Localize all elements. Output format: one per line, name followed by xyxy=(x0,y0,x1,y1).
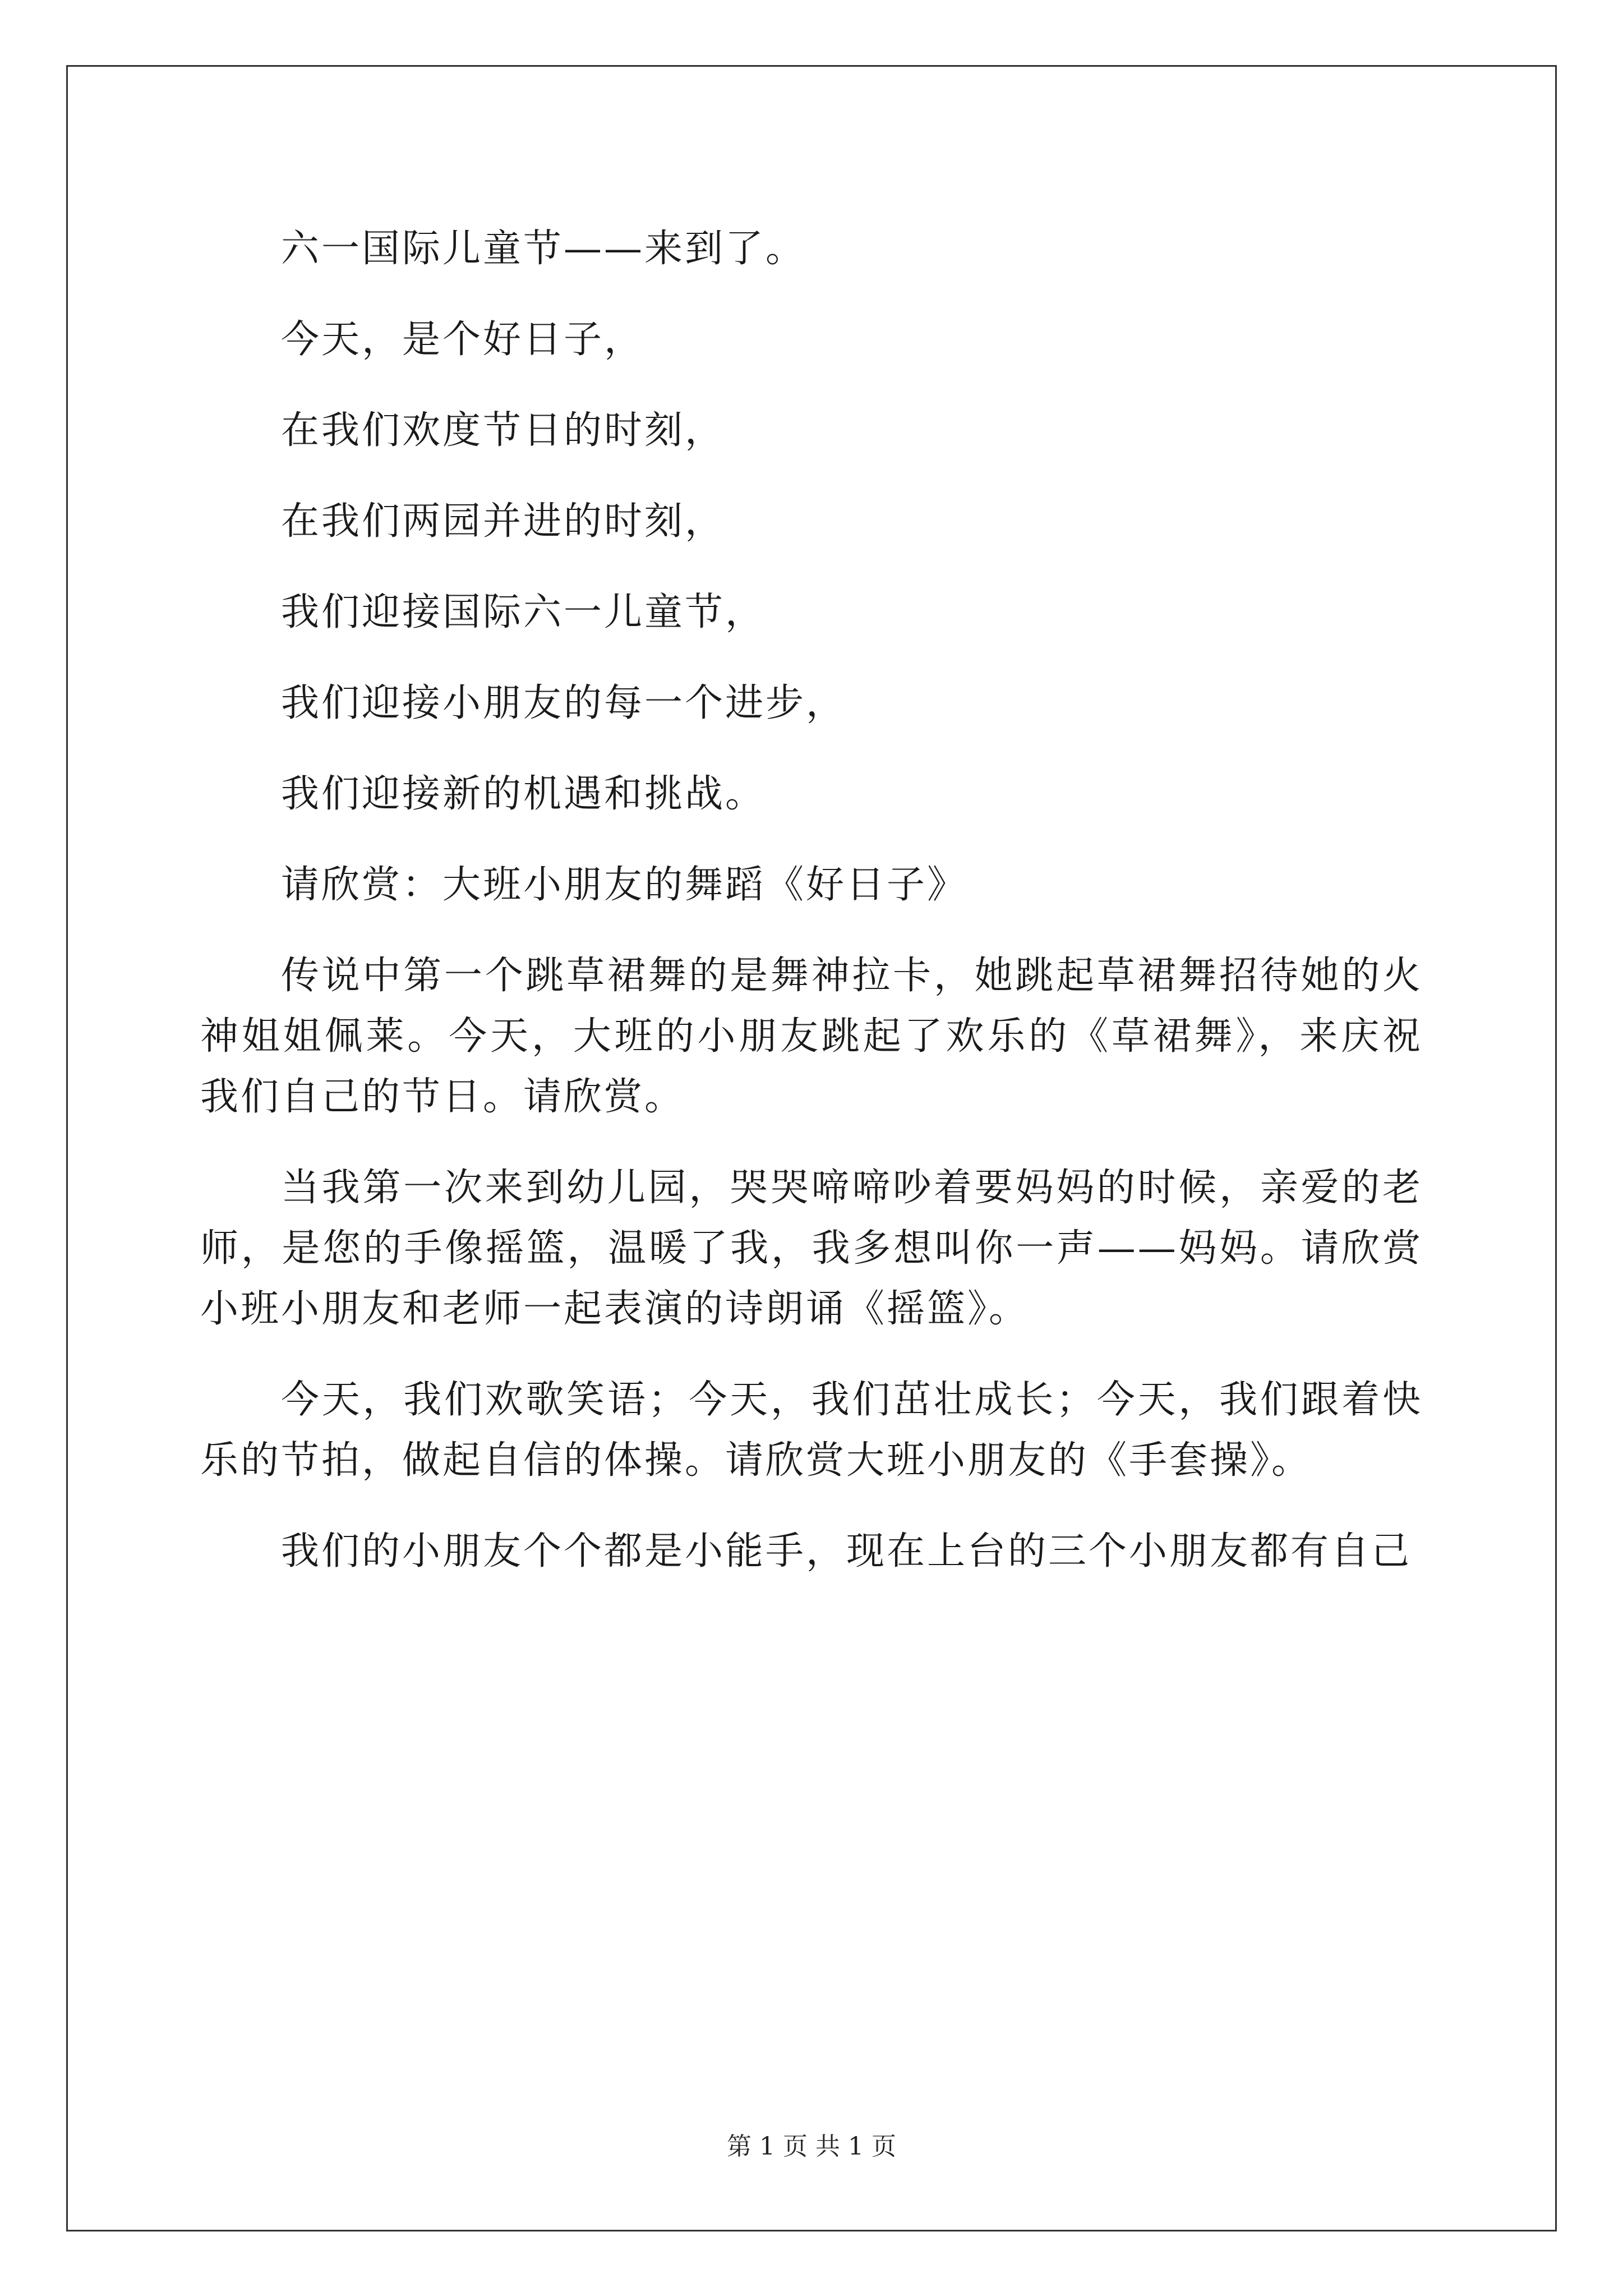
paragraph-5: 我们迎接国际六一儿童节， xyxy=(281,590,766,634)
paragraph-2: 今天，是个好日子， xyxy=(281,318,645,362)
paragraph-4: 在我们两园并进的时刻， xyxy=(281,499,726,544)
page-footer: 第 1 页 共 1 页 xyxy=(727,2132,896,2161)
paragraph-6: 我们迎接小朋友的每一个进步， xyxy=(281,681,847,725)
document-body xyxy=(200,219,1423,1612)
paragraph-1: 六一国际儿童节——来到了。 xyxy=(281,227,806,271)
paragraph-8: 请欣赏：大班小朋友的舞蹈《好日子》 xyxy=(281,863,968,907)
paragraph-7: 我们迎接新的机遇和挑战。 xyxy=(281,772,766,816)
paragraph-10: 当我第一次来到幼儿园，哭哭啼啼吵着要妈妈的时候，亲爱的老师，是您的手像摇篮，温暖了我，我多想叫你一声——妈妈。请欣赏小班小朋友和老师一起表演的诗朗诵《摇篮》。 xyxy=(200,1166,1423,1331)
paragraph-9: 传说中第一个跳草裙舞的是舞神拉卡，她跳起草裙舞招待她的火神姐姐佩莱。今天，大班的小朋友跳起了欢乐的《草裙舞》，来庆祝我们自己的节日。请欣赏。 xyxy=(200,954,1423,1119)
paragraph-11: 今天，我们欢歌笑语；今天，我们茁壮成长；今天，我们跟着快乐的节拍，做起自信的体操。请欣赏大班小朋友的《手套操》。 xyxy=(200,1378,1423,1483)
paragraph-3: 在我们欢度节日的时刻， xyxy=(281,408,726,453)
paragraph-12: 我们的小朋友个个都是小能手，现在上台的三个小朋友都有自己 xyxy=(281,1529,1412,1573)
